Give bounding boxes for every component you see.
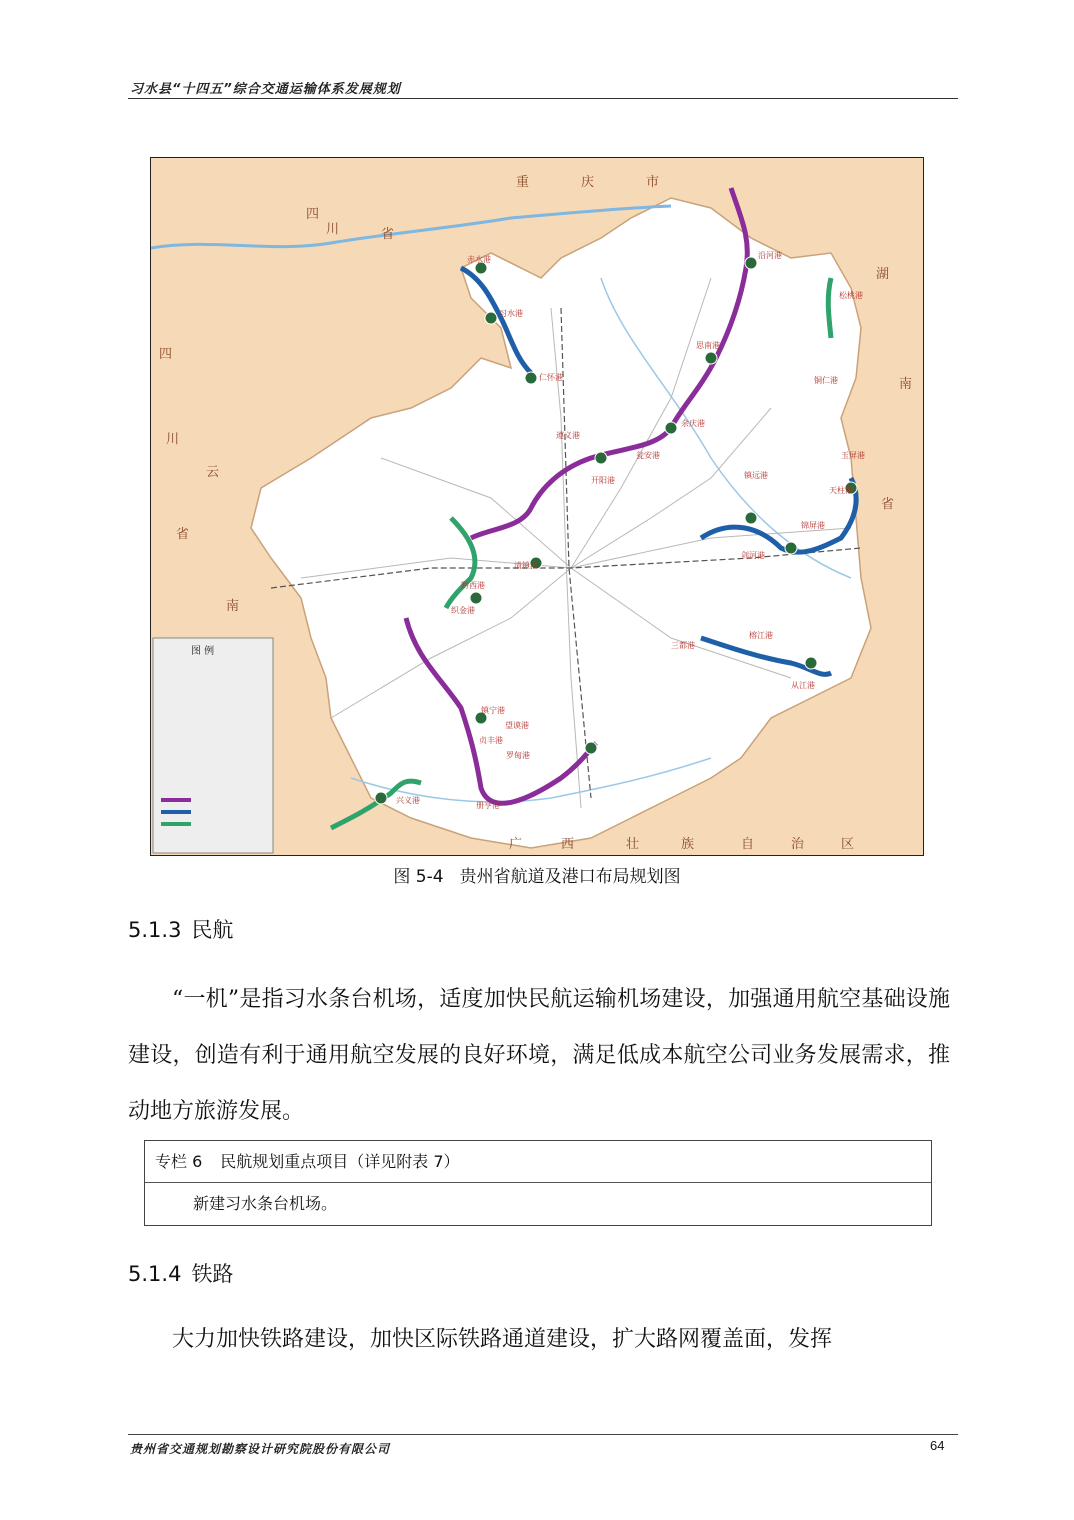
guizhou-province-shape bbox=[251, 198, 871, 848]
label-sichuan-4: 四 bbox=[159, 347, 173, 362]
port-marker bbox=[595, 452, 607, 464]
section-title: 民航 bbox=[191, 918, 234, 942]
green-waterway-songtao bbox=[828, 278, 831, 338]
label-guangxi-7: 区 bbox=[841, 837, 855, 852]
port-label: 松桃港 bbox=[839, 291, 863, 300]
port-label: 册亨港 bbox=[476, 801, 500, 810]
label-yunnan-3: 省 bbox=[176, 527, 190, 542]
label-guangxi-4: 族 bbox=[681, 837, 695, 852]
port-label: 玉屏港 bbox=[841, 451, 865, 460]
label-sichuan-2: 川 bbox=[326, 222, 340, 237]
label-hunan-1: 湖 bbox=[876, 267, 890, 282]
port-marker bbox=[525, 372, 537, 384]
map-legend bbox=[153, 638, 273, 853]
port-label: 剑河港 bbox=[741, 551, 765, 560]
page-number: 64 bbox=[930, 1438, 945, 1453]
port-label: 思南港 bbox=[696, 341, 720, 350]
map-svg bbox=[151, 158, 923, 855]
label-chongqing-2: 庆 bbox=[581, 175, 595, 190]
port-label: 兴义港 bbox=[396, 796, 420, 805]
label-hunan-3: 省 bbox=[881, 497, 895, 512]
section-heading-civil-aviation bbox=[128, 914, 233, 944]
footer-rule bbox=[128, 1434, 958, 1435]
label-guangxi-1: 广 bbox=[509, 837, 523, 852]
figure-title: 贵州省航道及港口布局规划图 bbox=[459, 867, 681, 887]
port-label: 铜仁港 bbox=[814, 376, 838, 385]
port-label: 黔西港 bbox=[461, 581, 485, 590]
label-hunan-2: 南 bbox=[899, 377, 913, 392]
port-label: 余庆港 bbox=[681, 419, 705, 428]
port-marker bbox=[785, 542, 797, 554]
port-marker bbox=[585, 742, 597, 754]
project-box-content: 新建习水条台机场。 bbox=[193, 1194, 338, 1213]
port-label: 习水港 bbox=[499, 309, 523, 318]
section-heading-railway bbox=[128, 1258, 233, 1288]
section-number: 5.1.3 bbox=[128, 918, 182, 942]
port-label: 三都港 bbox=[671, 641, 695, 650]
port-label: 遵义港 bbox=[556, 431, 580, 440]
port-label: 沿河港 bbox=[758, 251, 782, 260]
header-title: 习水县“十四五”综合交通运输体系发展规划 bbox=[130, 82, 401, 97]
port-label: 清镇港 bbox=[514, 561, 538, 570]
navigation-map bbox=[150, 157, 924, 856]
label-sichuan-5: 川 bbox=[166, 432, 180, 447]
label-chongqing-3: 市 bbox=[646, 175, 660, 190]
label-sichuan-1: 四 bbox=[306, 207, 320, 222]
port-marker bbox=[485, 312, 497, 324]
label-guangxi-2: 西 bbox=[561, 837, 575, 852]
port-marker bbox=[705, 352, 717, 364]
port-marker bbox=[375, 792, 387, 804]
label-yunnan-2: 南 bbox=[226, 599, 240, 614]
box-title-prefix: 专栏 6 bbox=[155, 1152, 203, 1171]
label-guangxi-3: 壮 bbox=[626, 837, 640, 852]
port-label: 天柱港 bbox=[829, 486, 853, 495]
port-label: 贞丰港 bbox=[479, 736, 503, 745]
label-guangxi-5: 自 bbox=[741, 837, 755, 852]
section-number: 5.1.4 bbox=[128, 1262, 182, 1286]
figure-caption bbox=[0, 862, 1074, 887]
port-label: 瓮安港 bbox=[636, 451, 660, 460]
port-marker bbox=[805, 657, 817, 669]
port-label: 赤水港 bbox=[467, 255, 491, 264]
port-marker bbox=[470, 592, 482, 604]
paragraph-railway: 大力加快铁路建设，加快区际铁路通道建设，扩大路网覆盖面，发挥 bbox=[172, 1327, 833, 1352]
port-label: 织金港 bbox=[451, 606, 475, 615]
label-sichuan-3: 省 bbox=[381, 227, 395, 242]
port-label: 榕江港 bbox=[749, 631, 773, 640]
figure-number: 图 5-4 bbox=[393, 867, 444, 887]
paragraph-civil-aviation: “一机”是指习水条台机场，适度加快民航运输机场建设，加强通用航空基础设施建设，创造有利于通用航空发展的良好环境，满足低成本航空公司业务发展需求，推动地方旅游发展。 bbox=[128, 987, 950, 1124]
port-label: 罗甸港 bbox=[506, 751, 530, 760]
port-marker bbox=[665, 422, 677, 434]
label-guangxi-6: 治 bbox=[791, 837, 805, 852]
port-marker bbox=[745, 512, 757, 524]
label-chongqing-1: 重 bbox=[516, 175, 530, 190]
label-yunnan-1: 云 bbox=[206, 465, 220, 480]
project-box-title bbox=[145, 1141, 931, 1183]
port-label: 从江港 bbox=[791, 681, 815, 690]
port-label: 锦屏港 bbox=[801, 521, 825, 530]
header-rule bbox=[128, 98, 958, 99]
footer-company: 贵州省交通规划勘察设计研究院股份有限公司 bbox=[130, 1442, 391, 1456]
port-label: 镇远港 bbox=[744, 471, 768, 480]
project-box bbox=[144, 1140, 932, 1226]
section-title: 铁路 bbox=[191, 1262, 234, 1286]
port-label: 望谟港 bbox=[505, 721, 529, 730]
port-label: 开阳港 bbox=[591, 476, 615, 485]
port-marker bbox=[745, 257, 757, 269]
port-label: 仁怀港 bbox=[539, 373, 563, 382]
box-title-text: 民航规划重点项目（详见附表 7） bbox=[220, 1152, 460, 1171]
port-label: 镇宁港 bbox=[481, 706, 505, 715]
legend-title: 图 例 bbox=[191, 646, 215, 657]
